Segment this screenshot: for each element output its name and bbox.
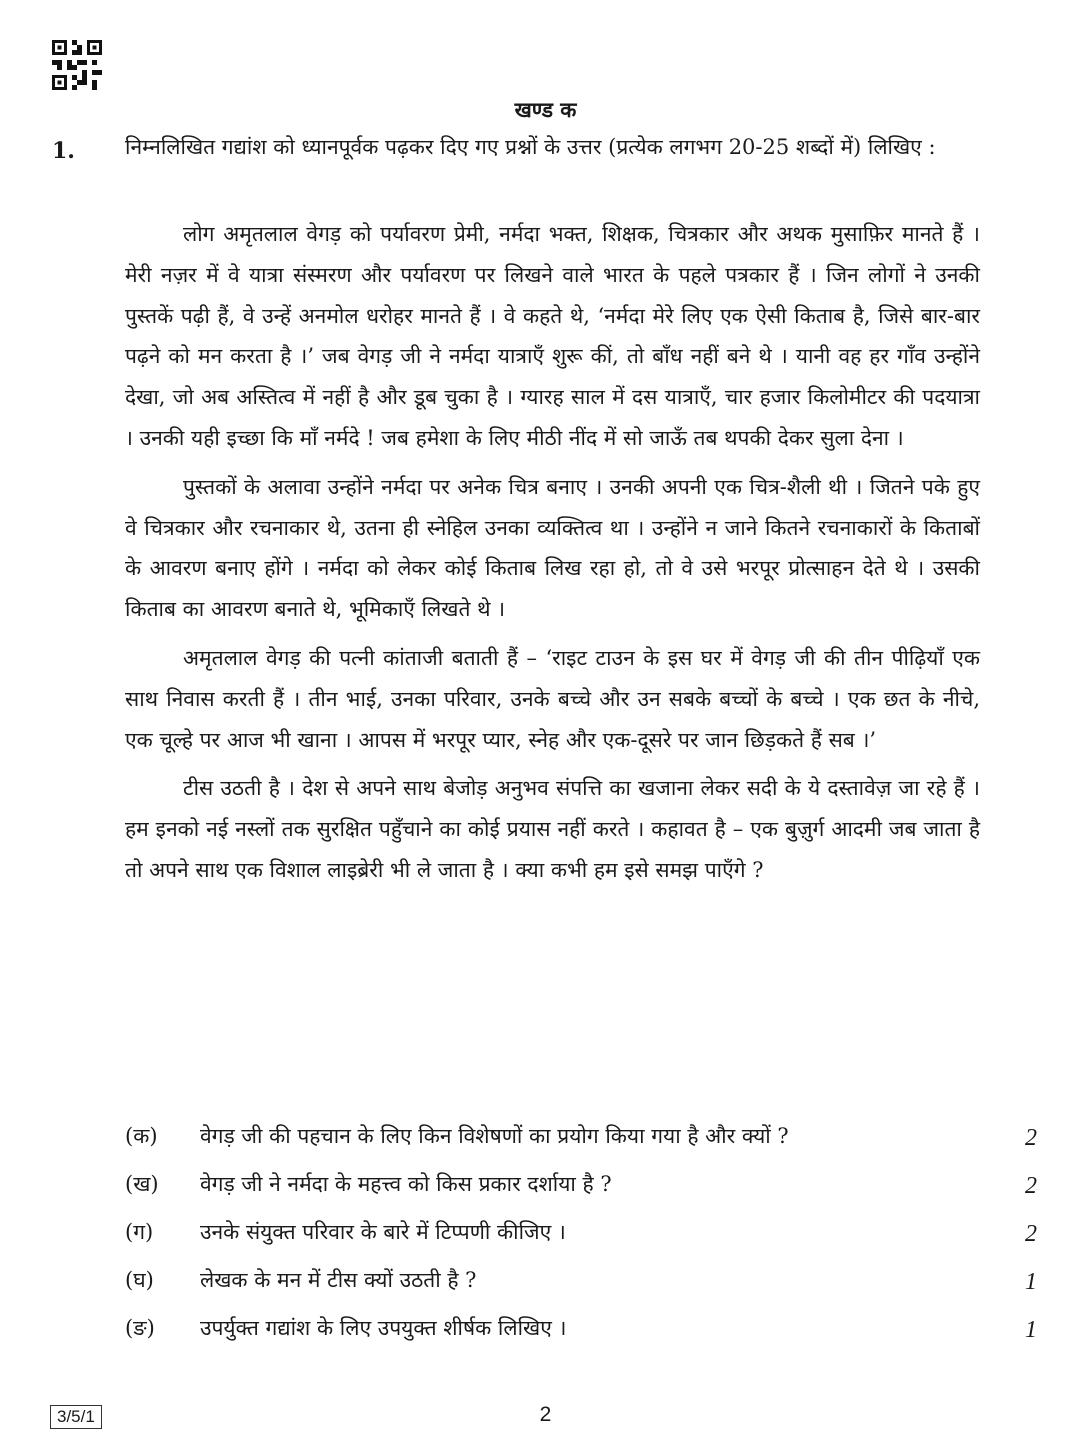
paper-code: 3/5/1: [50, 1405, 102, 1429]
subquestion-marks: 1: [1025, 1317, 1037, 1343]
subquestion-label: (क): [125, 1124, 158, 1148]
passage-paragraph: पुस्तकों के अलावा उन्होंने नर्मदा पर अनेक चित्र बनाए । उनकी अपनी एक चित्र-शैली थी । जितने पके हुए वे चित्रकार और रचनाकार थे, उतना ही स्नेहिल उनका व्यक्तित्व था । उन्होंने न जाने कितने रचनाकारों के किताबों के आवरण बनाए होंगे । नर्मदा को लेकर कोई किताब लिख रहा हो, तो वे उसे भरपूर प्रोत्साहन देते थे । उसकी किताब का आवरण बनाते थे, भूमिकाएँ लिखते थे ।: [125, 474, 980, 622]
subquestion-marks: 1: [1025, 1269, 1037, 1295]
subquestion-list: [125, 1118, 1037, 1358]
passage-paragraph: टीस उठती है । देश से अपने साथ बेजोड़ अनुभव संपत्ति का खजाना लेकर सदी के ये दस्तावेज़ जा रहे हैं । हम इनको नई नस्लों तक सुरक्षित पहुँचाने का कोई प्रयास नहीं करते । कहावत है – एक बुज़ुर्ग आदमी जब जाता है तो अपने साथ एक विशाल लाइब्रेरी भी ले जाता है । क्या कभी हम इसे समझ पाएँगे ?: [125, 776, 980, 882]
subquestion-text: वेगड़ जी की पहचान के लिए किन विशेषणों का प्रयोग किया गया है और क्यों ?: [200, 1124, 789, 1148]
passage-paragraph: लोग अमृतलाल वेगड़ को पर्यावरण प्रेमी, नर्मदा भक्त, शिक्षक, चित्रकार और अथक मुसाफ़िर मानते हैं । मेरी नज़र में वे यात्रा संस्मरण और पर्यावरण पर लिखने वाले भारत के पहले पत्रकार हैं । जिन लोगों ने उनकी पुस्तकें पढ़ी हैं, वे उन्हें अनमोल धरोहर मानते हैं । वे कहते थे, ‘नर्मदा मेरे लिए एक ऐसी किताब है, जिसे बार-बार पढ़ने को मन करता है ।’ जब वेगड़ जी ने नर्मदा यात्राएँ शुरू कीं, तो बाँध नहीं बने थे । यानी वह हर गाँव उन्होंने देखा, जो अब अस्तित्व में नहीं है और डूब चुका है । ग्यारह साल में दस यात्राएँ, चार हजार किलोमीटर की पदयात्रा । उनकी यही इच्छा कि माँ नर्मदे ! जब हमेशा के लिए मीठी नींद में सो जाऊँ तब थपकी देकर सुला देना ।: [125, 222, 980, 450]
subquestion-label: (ख): [125, 1172, 159, 1196]
subquestion-ka: [125, 1118, 1037, 1166]
subquestion-nga: [125, 1310, 1037, 1358]
question-instruction: निम्नलिखित गद्यांश को ध्यानपूर्वक पढ़कर दिए गए प्रश्नों के उत्तर (प्रत्येक लगभग 20-25 शब्दों में) लिखिए :: [125, 135, 936, 159]
passage: [125, 214, 980, 899]
question-number: 1.: [52, 138, 75, 164]
qr-code-icon: [52, 40, 102, 90]
subquestion-ga: [125, 1214, 1037, 1262]
subquestion-text: वेगड़ जी ने नर्मदा के महत्त्व को किस प्रकार दर्शाया है ?: [200, 1172, 612, 1196]
passage-paragraph: अमृतलाल वेगड़ की पत्नी कांताजी बताती हैं – ‘राइट टाउन के इस घर में वेगड़ जी की तीन पीढ़ियाँ एक साथ निवास करती हैं । तीन भाई, उनका परिवार, उनके बच्चे और उन सबके बच्चों के बच्चे । एक छत के नीचे, एक चूल्हे पर आज भी खाना । आपस में भरपूर प्यार, स्नेह और एक-दूसरे पर जान छिड़कते हैं सब ।’: [125, 645, 980, 752]
subquestion-gha: [125, 1262, 1037, 1310]
subquestion-label: (ङ): [125, 1316, 155, 1340]
subquestion-text: उनके संयुक्त परिवार के बारे में टिप्पणी कीजिए ।: [200, 1220, 566, 1244]
subquestion-text: लेखक के मन में टीस क्यों उठती है ?: [200, 1268, 477, 1292]
subquestion-marks: 2: [1025, 1221, 1037, 1247]
subquestion-kha: [125, 1166, 1037, 1214]
subquestion-label: (घ): [125, 1268, 154, 1292]
page-number: 2: [539, 1403, 552, 1426]
subquestion-marks: 2: [1025, 1125, 1037, 1151]
subquestion-marks: 2: [1025, 1173, 1037, 1199]
subquestion-text: उपर्युक्त गद्यांश के लिए उपयुक्त शीर्षक लिखिए ।: [200, 1316, 567, 1340]
section-title: खण्ड क: [514, 97, 577, 122]
subquestion-label: (ग): [125, 1220, 154, 1244]
